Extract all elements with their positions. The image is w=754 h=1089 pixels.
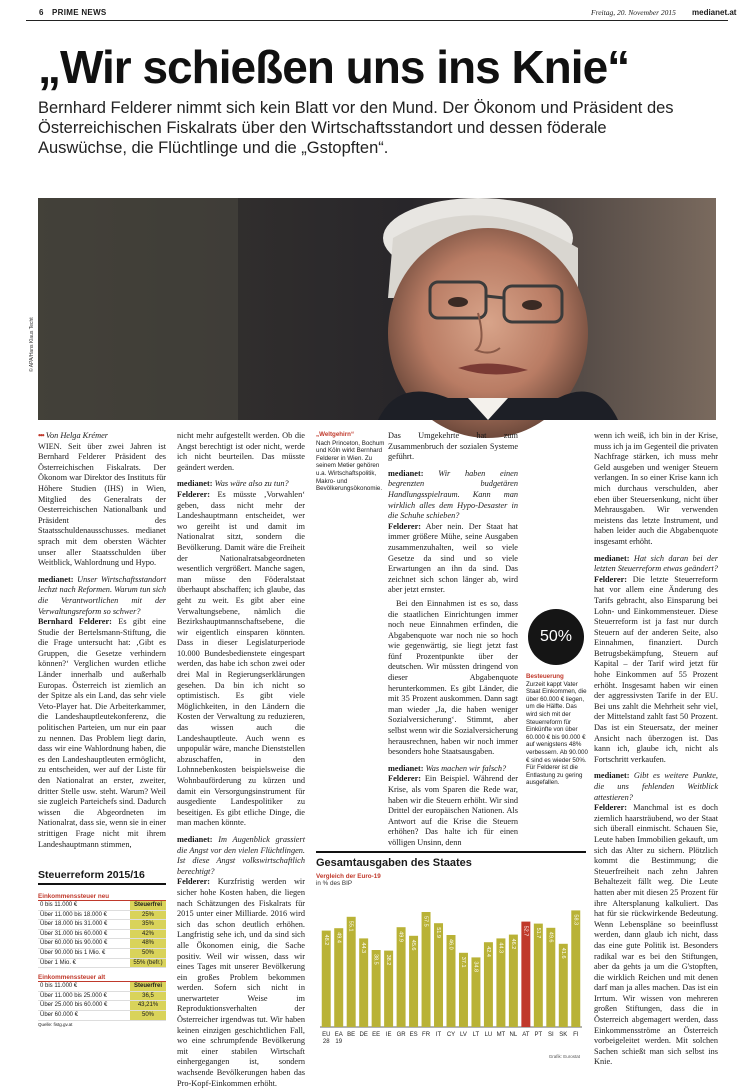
bar-value-label: 49.6 — [547, 931, 554, 943]
portrait-photo — [38, 198, 716, 420]
answer-7: Felderer: Manchmal ist es doch ziemlich haarsträubend, wo der Staat sich überall einmischt. Schauen Sie, Leute haben Immobilien gekauft, um sich das Alter zu sichern. Plötzlich kommt die Bestimmung; die Steuerfreiheit nach zehn Jahren Behaltezeit fällt weg. Die Leute hatten aber mit diesen 25 Prozent für ihre Altersplanung kalkuliert. Das hat für sie rückwirkende Bedeutung. Wenn Lebenspläne so beeinflusst werden, dann glaub ich nicht, dass das eine gute Politik ist. Besonders radikal war es bei den Stiftungen, aber da gehts ja um die G'stopften, die wirklich Reichen und mit denen darf man ja alles machen. Das ist ein Irrtum. Wir wissen von mehreren großen Stiftungen, dass die in Österreich abgemagert werden, dass Einkommensströme an Österreich vorbeigeleitet werden. Mit solchen Sachen schießt man sich selbst ins Knie. — [594, 803, 718, 1067]
bar-be — [347, 917, 356, 1027]
category-label: 28 — [322, 1039, 330, 1045]
page-header — [26, 7, 737, 21]
paragraph: wenn ich weiß, ich bin in der Krise, muss ich ja im Gegenteil die privaten Nachfrage stärken, ich muss mehr Geld ausgeben und weniger Steuern verlangen. In so einer Krise kann ich mich durchaus verschulden, aber eben über Steuersenkung, nicht über Mehrausgaben. Wir verwenden meistens das letzte Instrument, und haben leider auch die Abgabenquote insgesamt erhöht. — [594, 431, 718, 546]
category-label: IT — [435, 1032, 442, 1038]
table-row: Über 31.000 bis 60.000 € 42% — [38, 929, 166, 939]
article-column-2 — [177, 431, 305, 1089]
answer-4: Felderer: Aber nein. Der Staat hat immer größere Mühe, seine Ausgaben zusammenzuhalten, weil so viele Gesetze da sind und so viele Erwartungen an ihn da sind. Das zeichnet sich schon länger ab, wird aber jetzt ernster. — [388, 521, 518, 595]
bar-value-label: 57.5 — [422, 916, 429, 927]
byline-dots-icon: ••• — [38, 431, 44, 440]
category-label: LU — [484, 1032, 493, 1038]
article-column-3 — [388, 431, 518, 849]
bar-value-label: 46.0 — [447, 939, 454, 950]
question-7: medianet: Gibt es weitere Punkte, die uns fehlenden Weitblick attestieren? — [594, 771, 718, 802]
article-column-4 — [594, 431, 718, 1068]
bar-fr — [422, 912, 431, 1027]
category-label: SK — [559, 1032, 568, 1038]
sidebar-weltgehirn — [316, 431, 386, 493]
intro-paragraph: WIEN. Seit über zwei Jahren ist Bernhard Felderer Präsident des Österreichischen Fiskalrats. Der Ökonom war Direktor des Instituts für Höhere Studien (IHS) in Wien, Mitglied des Generalrats der Oesterreichischen Nationalbank und Präsident des Staatsschuldenausschusses. medianet sprach mit dem obersten Wächter unser aller Staatsschulden über Weitblick, Wahlordnung und Hypo. — [38, 441, 166, 568]
bar-value-label: 51.7 — [534, 927, 541, 939]
bar-pt — [534, 924, 543, 1027]
tax-new-title: Einkommenssteuer neu — [38, 893, 166, 901]
category-label: EU — [322, 1032, 331, 1038]
category-label: ES — [409, 1032, 418, 1038]
tax-old-table — [38, 982, 166, 1020]
category-label: LT — [472, 1032, 480, 1038]
bar-value-label: 34.8 — [472, 961, 479, 973]
table-row: Über 1 Mio. € 55% (befr.) — [38, 958, 166, 968]
answer-6: Felderer: Die letzte Steuerreform hat vor allem eine Änderung des Tarifs gebracht, also Einsparung bei Lohn- und Einkommensteuer. Diese Steuerreform ist ja fast nur durch Steuern auf der anderen Seite, also Einnahmen, finanziert. Durch Betrugsbekämpfung, Steuern auf Kapital – der Tarif wird jetzt für hohe Einkommen auf 55 Prozent erhöht. Insgesamt haben wir einen der aggressivsten Tarife in der EU. Bei uns zahlt die Mehrheit sehr viel, der Mittelstand zahlt fast 50 Prozent. Das ist ein Steuersatz, der meiner Ansicht nach überzogen ist. Das kann ich, glaube ich, nicht als Fortschritt verkaufen. — [594, 574, 718, 764]
tax-old-title: Einkommenssteuer alt — [38, 974, 166, 982]
percent-badge: 50% — [528, 609, 584, 665]
bar-value-label: 55.1 — [347, 920, 354, 932]
answer-1: Bernhard Felderer: Es gibt eine Studie der Bertelsmann-Stiftung, die die Frage untersucht hat: ‚Gibt es Gruppen, die Gesetze verhindern können?‘ Verglichen wurden etliche Länder innerhalb und außerhalb Europas. Österreich ist ziemlich an der Spitze als ein Land, das sehr viele Veto-Player hat. Die Arbeiterkammer, die Landeshauptleutekonferenz, die politischen Parteien, um nur ein paar zu nennen. Das Problem liegt darin, dass wir eine Wahlordnung haben, die es den Landeshauptleuten ermöglicht, zu entscheiden, wer auf der Liste für den Nationalrat an erster, zweiter, dritter Stelle usw. steht. Warum? Weil sie zugleich Parteichefs sind. Dadurch wissen die Abgeordneten im Nationalrat, dass sie, wenn sie in einer strittigen Frage nicht mit ihrem Landeshauptmann stimmen, — [38, 617, 166, 849]
bar-value-label: 44.3 — [360, 942, 367, 954]
question-5: medianet: Was machen wir falsch? — [388, 763, 507, 773]
headline: „Wir schießen uns ins Knie“ — [38, 41, 630, 93]
bar-value-label: 58.3 — [572, 914, 579, 926]
deck: Bernhard Felderer nimmt sich kein Blatt vor den Mund. Der Ökonom und Präsident des Österreichischen Fiskalrats über den Wirtschaftsstandort und dessen föderale Auswüchse, die Flüchtlinge und die „Gstopften“. — [38, 99, 674, 157]
chart-source: Grafik: Eurostat — [548, 1054, 580, 1059]
category-label: NL — [509, 1032, 518, 1038]
bar-value-label: 49.9 — [397, 931, 404, 942]
besteuerung-title: Besteuerung — [526, 673, 564, 680]
chart-subtitle: Vergleich der Euro-19 — [316, 873, 381, 880]
byline: ••• Von Helga Krémer — [38, 431, 109, 440]
bar-ea-19 — [334, 928, 343, 1027]
portrait-illustration — [38, 198, 716, 420]
table-row: Über 60.000 € 50% — [38, 1010, 166, 1020]
table-row: Über 18.000 bis 31.000 € 35% — [38, 920, 166, 930]
besteuerung-text: Zurzeit kappt Vater Staat Einkommen, die über 60.000 € liegen, um die Hälfte. Das wird sich mit der Steuerreform für Einkünfte von über 60.000 € bis 90.000 € auf wenigstens 48% verbessern. Ab 90.000 € sind es wieder 50%. Für Felderer ist die Entlastung zu gering ausgefallen. — [526, 680, 588, 787]
bar-fi — [571, 910, 580, 1027]
table-row: Über 11.000 bis 18.000 € 25% — [38, 910, 166, 920]
category-label: CY — [446, 1032, 456, 1038]
sidebar-text: Nach Princeton, Bochum und Köln wirkt Bernhard Felderer in Wien. Zu seinem Metier gehören u.a. Wirtschaftspolitik, Makro- und Bevölkerungsökonomie. — [316, 439, 385, 493]
question-1: medianet: Unser Wirtschaftsstandort lechzt nach Reformen. Warum tun sich die Verantwortlichen mit der Verwaltungsreform so schwer? — [38, 574, 166, 616]
tax-table-title: Steuerreform 2015/16 — [38, 869, 166, 885]
bar-value-label: 38.5 — [372, 954, 379, 965]
answer-5: Felderer: Ein Beispiel. Während der Krise, als vom Sparen die Rede war, haben wir die Steuern erhöht. Wir sind Drittel der europäischen Nationen. Als Antwort auf die Krise die Steuern erhöhen? Das halte ich für einen völligen Unsinn, denn — [388, 774, 519, 847]
category-label: 19 — [335, 1039, 343, 1045]
tax-table-source: Quelle: fistg.gv.at — [38, 1021, 73, 1027]
sidebar-title: „Weltgehirn“ — [316, 431, 355, 438]
bar-si — [546, 928, 555, 1027]
category-label: LV — [460, 1032, 467, 1038]
site-name: medianet.at — [692, 8, 737, 17]
chart-unit: in % des BIP — [316, 880, 353, 887]
bar-value-label: 37.1 — [460, 956, 467, 968]
photo-credit: © APA/Hans Klaus Techt — [29, 317, 35, 372]
table-row: Über 11.000 bis 25.000 € 36,5 — [38, 991, 166, 1001]
answer-3: Felderer: Kurzfristig werden wir sicher hohe Kosten haben, die liegen nach Schätzungen des Fiskalrats für 2015 unter einer Milliarde. 2016 wird sich das schon deutlich erhöhen. Langfristig sehe ich, und da sind sich alle Ökonomen einig, die Sache positiv. Weil wir wissen, dass wir eines Tages mit unserer Bevölkerung ein großes Problem bekommen werden. Sofern sich nicht in unerwarteter Weise im Reproduktionsverhalten der Österreicher irgendwas tut. Wir haben keinen einzigen geschichtlichen Fall, wo eine schrumpfende Bevölkerung mit einer stabilen Wirtschaft einhergegangen ist, sondern wachsende Bevölkerungen haben das Pro-Kopf-Einkommen erhöht. — [177, 877, 305, 1088]
bar-it — [434, 923, 443, 1027]
category-label: IE — [385, 1032, 392, 1038]
bar-value-label: 48.2 — [322, 934, 329, 946]
issue-date: Freitag, 20. November 2015 — [591, 8, 676, 17]
page-number: 6 — [39, 8, 44, 17]
tax-new-table — [38, 901, 166, 968]
category-label: BE — [347, 1032, 356, 1038]
bar-value-label: 49.4 — [335, 932, 342, 943]
chart-title: Gesamtausgaben des Staates — [316, 851, 586, 869]
category-label: EE — [372, 1032, 381, 1038]
article-column-1 — [38, 431, 166, 850]
bar-value-label: 51.9 — [435, 927, 442, 938]
bar-value-label: 44.3 — [497, 942, 504, 954]
category-label: FI — [573, 1032, 579, 1038]
sidebar-besteuerung — [526, 673, 588, 787]
question-2: medianet: Was wäre also zu tun? — [177, 479, 289, 489]
section-name: PRIME NEWS — [52, 8, 107, 17]
category-label: GR — [396, 1032, 406, 1038]
paragraph: Das Umgekehrte hat zum Zusammenbruch der sozialen Systeme geführt. — [388, 431, 518, 462]
answer-2: Felderer: Es müsste ‚Vorwahlen‘ geben, dass nicht mehr der Landeshauptmann entscheidet, wer wo gereiht ist und damit im Nationalrat sitzt, sondern die Bevölkerung. Damit wäre die Freiheit der Nationalratsabgeordneten wesentlich vergrößert. Manche sagen, man müsse den Föderalstaat überhaupt abschaffen; ich glaube, das geht zu weit. Es gibt aber eine Verwaltungsebene, nämlich die Bezirkshauptmannschaftsebene, die wir eigentlich einsparen könnten. Dass in dieser Legislaturperiode 10.000 Bundesbedienstete eingespart werden, das habe ich schon zwei oder drei Mal in Regierungserklärungen gesehen. Da bin ich nicht so optimistisch. Es gibt viele Möglichkeiten, in den Ländern die Kosten der Verwaltung zu reduzieren, das wissen auch die Landeshauptleute. Auch wenn es unpopulär wäre, manche Dienststellen abzuschaffen, in den Lohnnebenkosten beispielsweise die Wohnbauförderung zu kürzen und damit ein Versorgungsinstrument für ausgediente Landespolitiker zu beseitigen. Es gibt etliche Dinge, die man machen könnte. — [177, 489, 306, 828]
question-3: medianet: Im Augenblick grassiert die Angst vor den vielen Flüchtlingen. Ist diese Angst volkswirtschaftlich berechtigt? — [177, 834, 306, 876]
bar-gr — [397, 927, 406, 1027]
question-4: medianet: Wir haben einen begrenzten budgetären Handlungsspielraum. Kann man wirklich alles dem Hypo-Desaster in die Schuhe schieben? — [388, 468, 518, 521]
chart-canvas — [316, 887, 586, 1057]
category-label: PT — [534, 1032, 543, 1038]
category-label: SI — [547, 1032, 554, 1038]
bar-value-label: 41.6 — [559, 947, 566, 959]
bar-value-label: 38.2 — [385, 954, 392, 966]
category-label: DE — [359, 1032, 368, 1038]
answer-1-continued: nicht mehr aufgestellt werden. Ob die Angst berechtigt ist oder nicht, werde ich nicht beurteilen. Das müsste geändert werden. — [177, 431, 305, 472]
bar-value-label: 45.6 — [410, 939, 417, 951]
bar-value-label: 46.2 — [509, 938, 516, 950]
spending-chart — [316, 851, 586, 1061]
bar-value-label: 42.4 — [484, 946, 491, 957]
category-label: EA — [334, 1032, 343, 1038]
bar-value-label: 52.7 — [522, 925, 529, 937]
tax-reform-table — [38, 869, 166, 1027]
category-label: FR — [422, 1032, 431, 1038]
table-row: 0 bis 11.000 € Steuerfrei — [38, 901, 166, 910]
category-label: AT — [522, 1032, 530, 1038]
table-row: 0 bis 11.000 € Steuerfrei — [38, 982, 166, 991]
question-6: medianet: Hat sich daran bei der letzten Steuerreform etwas geändert? — [594, 553, 718, 574]
table-row: Über 90.000 bis 1 Mio. € 50% — [38, 948, 166, 958]
paragraph: Bei den Einnahmen ist es so, dass die staatlichen Einrichtungen immer noch neue Einnahmen erfinden, die Abgabenquote war noch nie so hoch wie gegenwärtig, sie liegt jetzt fast fünf Prozentpunkte über der deutschen. Wir müssten dringend von dieser Abgabenquote herunterkommen. Es gibt Länder, die mit 35 Prozent auskommen. Dann sagt man wieder ‚Ja, die haben weniger Sozialversicherung‘. Stimmt, aber selbst wenn wir die Sozialversicherung herausrechnen, haben wir noch immer besonders hohe Staatsausgaben. — [388, 598, 518, 757]
bar-at — [521, 922, 530, 1027]
table-row: Über 60.000 bis 90.000 € 48% — [38, 939, 166, 949]
category-label: MT — [496, 1032, 506, 1038]
table-row: Über 25.000 bis 60.000 € 43,21% — [38, 1001, 166, 1011]
